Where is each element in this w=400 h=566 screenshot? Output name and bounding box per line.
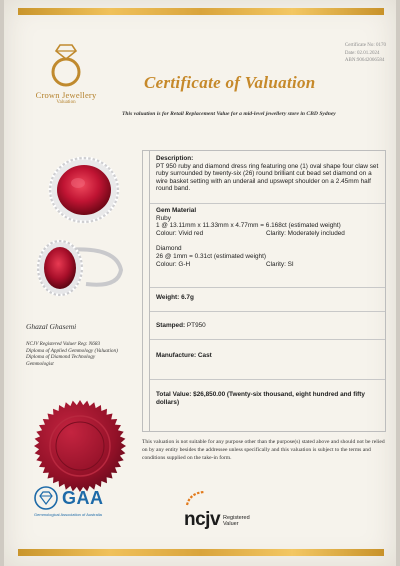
diamond-name: Diamond <box>156 245 182 253</box>
ruby-colour: Colour: Vivid red <box>156 229 204 237</box>
item-details-table <box>142 150 386 432</box>
gaa-full-name: Gemmological Association of Australia <box>34 512 102 517</box>
diamond-colour: Colour: G-H <box>156 260 191 268</box>
weight-field: Weight: 6.7g <box>156 294 194 301</box>
ncjv-valuer: Valuer <box>223 521 239 527</box>
ncjv-wordmark: ncjv <box>184 509 221 530</box>
wax-seal <box>32 398 128 494</box>
brand-name: Crown Jewellery <box>35 90 97 100</box>
diamond-clarity: Clarity: SI <box>266 260 294 268</box>
crown-jewellery-logo <box>26 42 106 105</box>
ncjv-arc-icon <box>184 490 210 506</box>
appraiser-diploma-diamond: Diploma of Diamond Technology <box>26 354 96 361</box>
brand-subtitle: Valuation <box>56 100 76 105</box>
gaa-wordmark: GAA <box>62 487 104 508</box>
diamond-globe-icon <box>34 486 58 510</box>
divider <box>150 379 385 380</box>
certificate-meta <box>345 42 386 65</box>
appraiser-block <box>26 322 141 367</box>
certificate-date: Date: 02.01.2024 <box>344 50 380 56</box>
description-text: PT 950 ruby and diamond dress ring featuring one (1) oval shape four claw set ruby surrounded by twenty-six (26) round brilliant cut bead set diamond on a wire basket setting with an underail and upswept shoulder on a 2.45mm half round band. <box>156 162 379 193</box>
table-left-column <box>143 151 150 431</box>
appraiser-registration: NCJV Registered Valuer Reg: N683 <box>26 341 101 347</box>
diamond-measurement: 26 @ 1mm = 0.31ct (estimated weight) <box>156 252 267 260</box>
total-value-field: Total Value: $26,850.00 (Twenty-six thousand, eight hundred and fifty dollars) <box>156 391 365 406</box>
ncjv-registered: Registered <box>223 515 250 521</box>
top-gold-band <box>18 8 384 15</box>
valuation-subtitle: This valuation is for Retail Replacement Value for a mid-level jewellery store in CBD Sydney <box>122 111 336 117</box>
description-section <box>156 155 379 193</box>
divider <box>150 311 385 312</box>
ruby-name: Ruby <box>156 214 171 222</box>
ncjv-registered-label <box>223 515 250 529</box>
certificate-number: Certificate No: 0170 <box>344 43 386 48</box>
stamped-label: Stamped: <box>156 322 186 329</box>
gem-material-label: Gem Material <box>156 207 197 214</box>
gaa-logo <box>34 486 144 517</box>
bottom-gold-band <box>18 549 384 556</box>
disclaimer-text: This valuation is not suitable for any purpose other than the purpose(s) stated above and should not be relied on by any entity besides the addressee unless specifically and this valuation is subject to the terms and conditions supplied on the take-in form. <box>142 439 385 461</box>
manufacture-field: Manufacture: Cast <box>156 352 212 359</box>
table-content <box>150 151 385 431</box>
certificate-sheet <box>4 0 396 566</box>
divider <box>150 287 385 288</box>
ruby-clarity: Clarity: Moderately included <box>266 229 345 237</box>
page-title: Certificate of Valuation <box>144 73 316 92</box>
ruby-measurement: 1 @ 13.11mm x 11.33mm x 4.77mm = 6.168ct (estimated weight) <box>156 222 341 230</box>
ring-photo <box>26 150 136 320</box>
abn-number: ABN:90642066584 <box>344 58 385 63</box>
appraiser-title: Gemmologist <box>26 360 54 367</box>
gem-section <box>156 207 379 268</box>
divider <box>150 339 385 340</box>
stamped-value: PT950 <box>185 322 206 329</box>
appraiser-name: Ghazal Ghasemi <box>26 322 77 331</box>
ncjv-logo <box>184 490 294 529</box>
divider <box>150 203 385 204</box>
appraiser-diploma-valuation: Diploma of Applied Gemmology (Valuation) <box>26 347 118 354</box>
stamped-field <box>156 322 379 330</box>
description-label: Description: <box>156 155 194 162</box>
ring-logo-icon <box>44 42 88 88</box>
